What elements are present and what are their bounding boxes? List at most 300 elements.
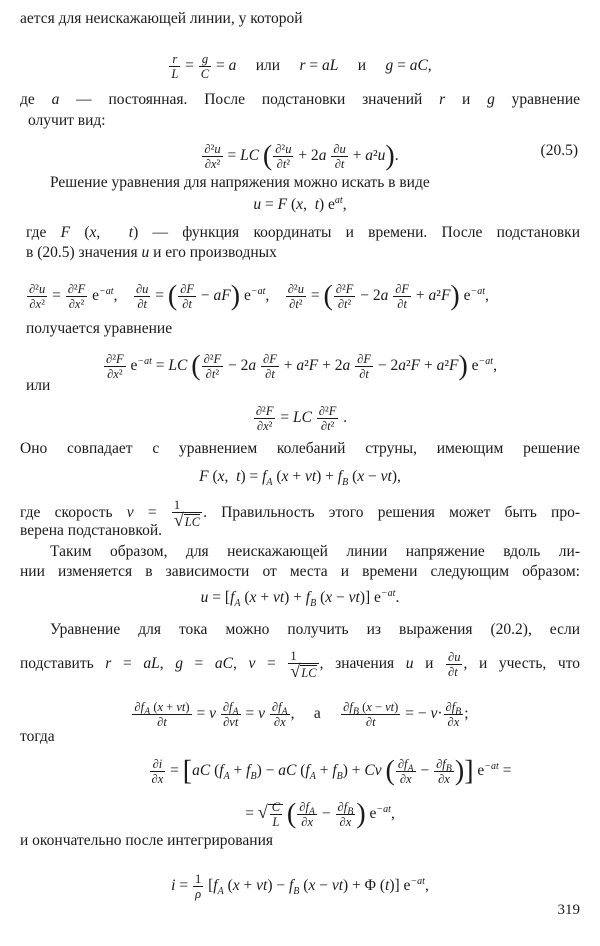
- math-symbol: F: [440, 287, 451, 305]
- math-symbol: t: [344, 297, 348, 311]
- numerator: [396, 757, 416, 775]
- text: (: [287, 196, 297, 213]
- denominator: [202, 157, 222, 171]
- text: (: [296, 762, 306, 780]
- text: =: [133, 504, 171, 522]
- equation-solution-form: [0, 196, 600, 214]
- text: ∂: [445, 700, 452, 714]
- math-symbol: f: [451, 700, 456, 714]
- text: =: [498, 762, 512, 780]
- math-symbol: f: [230, 589, 235, 606]
- text: ∂: [334, 157, 341, 171]
- math-symbol: u: [142, 282, 149, 296]
- math-symbol: a: [365, 147, 373, 165]
- math-symbol: A: [266, 477, 273, 489]
- math-symbol: B: [347, 806, 354, 818]
- numerator: [334, 282, 356, 297]
- superscript: [410, 876, 425, 887]
- text: ∂: [320, 419, 328, 433]
- math-symbol: x: [453, 715, 460, 729]
- numerator: [331, 142, 347, 157]
- text: +: [279, 357, 297, 375]
- fraction: [254, 404, 276, 433]
- text: ,: [113, 287, 133, 305]
- text: подставить: [20, 655, 106, 673]
- text: ²: [268, 419, 273, 433]
- text-line: [50, 621, 580, 639]
- math-symbol: a: [436, 357, 445, 375]
- fraction: [132, 700, 191, 729]
- text: ∂: [399, 772, 407, 786]
- text: =: [192, 705, 210, 723]
- text: ,: [485, 287, 489, 305]
- math-symbol: a: [296, 357, 305, 375]
- text: ∂: [265, 367, 272, 381]
- math-symbol: B: [310, 598, 317, 610]
- numerator: [202, 352, 224, 367]
- fraction: [334, 282, 356, 311]
- numerator: [393, 282, 411, 297]
- denominator: [446, 665, 462, 679]
- denominator: [169, 67, 180, 81]
- math-symbol: −at: [137, 355, 152, 367]
- text: ∂: [448, 665, 455, 679]
- math-symbol: t: [295, 297, 299, 311]
- text: ∂: [436, 757, 443, 771]
- math-symbol: g: [201, 52, 209, 66]
- math-symbol: t: [188, 297, 192, 311]
- math-symbol: x: [296, 196, 304, 213]
- numerator: [270, 700, 290, 718]
- text: ∂: [29, 297, 36, 311]
- text: +: [163, 700, 177, 714]
- text: ∂²: [204, 142, 215, 156]
- numerator: [150, 757, 166, 772]
- text: e: [126, 357, 138, 375]
- math-symbol: F: [410, 357, 421, 375]
- text: ²: [216, 157, 221, 171]
- numerator: [199, 52, 211, 67]
- numerator: [221, 700, 241, 718]
- math-symbol: f: [278, 700, 282, 714]
- math-symbol: −at: [470, 285, 486, 297]
- math-symbol: B: [455, 706, 462, 718]
- math-symbol: u: [377, 147, 386, 165]
- denominator: [273, 157, 293, 171]
- math-symbol: x: [89, 224, 97, 241]
- math-symbol: a: [398, 357, 406, 375]
- numerator: [132, 700, 191, 718]
- math-symbol: f: [442, 757, 446, 771]
- text: ∂²: [106, 352, 116, 366]
- text: ²: [80, 297, 85, 311]
- math-symbol: x: [113, 367, 119, 381]
- numerator: [178, 282, 196, 297]
- math-symbol: u: [253, 196, 262, 213]
- fraction: [150, 757, 166, 786]
- text: ∂: [256, 419, 264, 433]
- math-symbol: u: [297, 282, 304, 296]
- text: (: [358, 700, 367, 714]
- math-symbol: A: [309, 771, 316, 783]
- text: −: [364, 468, 381, 485]
- math-symbol: F: [265, 404, 274, 418]
- text: или: [236, 57, 300, 75]
- text: ∂: [359, 367, 366, 381]
- math-symbol: F: [308, 357, 319, 375]
- text: олучит вид:: [28, 112, 106, 129]
- text: =: [111, 655, 144, 673]
- numerator: [297, 800, 317, 818]
- text: ∂: [273, 715, 281, 729]
- text: получается уравнение: [26, 320, 173, 337]
- math-symbol: F: [363, 352, 371, 366]
- text: + 2: [318, 357, 343, 375]
- math-symbol: x: [406, 772, 412, 786]
- math-symbol: u: [339, 142, 346, 156]
- math-symbol: x: [366, 700, 372, 714]
- math-symbol: vt: [385, 700, 395, 714]
- math-symbol: x: [217, 468, 225, 485]
- text: − 2: [373, 357, 399, 375]
- equation-current-derivative: [0, 757, 600, 786]
- bracket: ): [230, 280, 241, 312]
- math-symbol: aL: [322, 57, 339, 75]
- text: .: [394, 147, 399, 165]
- math-symbol: −at: [410, 875, 425, 887]
- superscript: [381, 588, 396, 599]
- denominator: [317, 419, 339, 433]
- math-symbol: i: [171, 877, 176, 895]
- math-symbol: −at: [250, 285, 266, 297]
- denominator: [193, 887, 203, 901]
- text: e: [365, 805, 377, 823]
- text: ) −: [267, 877, 289, 895]
- text: [312, 409, 316, 426]
- math-symbol: a: [51, 91, 60, 108]
- numerator: [355, 352, 373, 367]
- text: [326, 147, 330, 164]
- text: ) +: [316, 468, 338, 485]
- bracket: [: [182, 755, 193, 787]
- square-root: [290, 661, 317, 681]
- math-symbol: C: [200, 67, 210, 81]
- math-symbol: t: [282, 157, 287, 171]
- math-symbol: f: [349, 700, 353, 714]
- math-symbol: t: [236, 468, 241, 485]
- text: e: [473, 762, 485, 780]
- math-symbol: g: [487, 91, 495, 108]
- math-symbol: x: [157, 772, 164, 786]
- text: =: [181, 57, 198, 75]
- text: ∂: [365, 715, 373, 729]
- math-symbol: t: [163, 715, 167, 729]
- text: ∂: [299, 800, 306, 814]
- fraction: [134, 282, 150, 311]
- math-symbol: ρ: [195, 887, 202, 901]
- text-line: [20, 522, 580, 540]
- math-symbol: F: [269, 352, 277, 366]
- text-line: [26, 377, 586, 395]
- math-symbol: LC: [301, 666, 317, 680]
- text: , значения: [319, 655, 406, 673]
- math-symbol: x: [444, 772, 450, 786]
- text: (: [348, 468, 358, 485]
- bracket: (: [286, 798, 297, 830]
- text: =: [223, 147, 241, 165]
- text: +: [348, 147, 366, 165]
- text: =: [393, 57, 410, 75]
- text: [350, 357, 354, 374]
- math-symbol: F: [448, 357, 459, 375]
- math-symbol: f: [337, 468, 343, 485]
- text: .: [339, 409, 348, 427]
- text: ²: [118, 367, 123, 381]
- bracket: ): [458, 350, 468, 382]
- math-symbol: a: [342, 357, 351, 375]
- text: ∂²: [335, 282, 346, 296]
- text: ) −: [256, 762, 279, 780]
- math-symbol: u: [454, 650, 461, 664]
- radicand: [300, 665, 316, 680]
- numerator: [444, 700, 464, 718]
- math-symbol: aC: [278, 762, 297, 780]
- superscript: [471, 286, 486, 297]
- text: [216, 705, 220, 722]
- text: (: [316, 589, 326, 606]
- bracket: (: [385, 755, 395, 787]
- math-symbol: g: [175, 655, 183, 673]
- text: ∂: [107, 367, 114, 381]
- text-line: [20, 649, 580, 680]
- math-symbol: aF: [213, 287, 231, 305]
- text-line: [50, 174, 580, 192]
- text: ,: [265, 287, 285, 305]
- superscript: [479, 356, 494, 367]
- text: ): [185, 700, 190, 714]
- radical-sign: √: [173, 510, 184, 530]
- math-symbol: A: [407, 763, 414, 775]
- math-symbol: a: [380, 287, 389, 305]
- fraction: [396, 757, 416, 786]
- text: ∂²: [29, 282, 39, 296]
- text: и: [445, 91, 488, 108]
- math-symbol: vt: [348, 589, 360, 606]
- fraction: [393, 282, 411, 311]
- math-symbol: vt: [176, 700, 186, 714]
- text: ) e: [319, 196, 335, 213]
- text-line: [28, 112, 588, 130]
- math-symbol: vt: [272, 589, 285, 606]
- text: +: [256, 589, 273, 606]
- math-symbol: f: [140, 700, 145, 714]
- math-symbol: LC: [240, 147, 260, 165]
- equation-ratio: [0, 52, 600, 81]
- math-symbol: t: [211, 367, 216, 381]
- math-symbol: vt: [229, 715, 239, 729]
- math-symbol: v: [430, 705, 438, 723]
- math-symbol: F: [277, 196, 288, 213]
- text: ∂: [333, 142, 340, 156]
- text: ²: [373, 147, 378, 165]
- text: ∂: [180, 282, 187, 296]
- text: ²: [347, 297, 352, 311]
- denominator: [270, 815, 282, 829]
- math-symbol: g: [385, 57, 394, 75]
- math-symbol: a: [318, 147, 327, 165]
- text: e: [459, 287, 471, 305]
- radical-sign: √: [257, 802, 268, 823]
- text: и окончательно после интегрирования: [20, 832, 274, 849]
- math-symbol: C: [271, 800, 281, 814]
- math-symbol: f: [288, 877, 294, 895]
- text: , и учесть, что: [463, 655, 581, 673]
- math-symbol: r: [105, 655, 112, 673]
- text: ,: [233, 655, 249, 673]
- equation-partial-derivatives: [0, 700, 600, 729]
- math-symbol: x: [308, 877, 316, 895]
- text: ∂: [68, 297, 75, 311]
- denominator: [150, 772, 166, 786]
- text: ∂: [205, 367, 212, 381]
- math-symbol: −at: [376, 803, 391, 815]
- math-symbol: t: [365, 367, 369, 381]
- fraction: [221, 700, 241, 729]
- fraction: [178, 282, 196, 311]
- math-symbol: t: [327, 419, 331, 433]
- math-symbol: v: [126, 504, 134, 522]
- text: ∂: [447, 715, 454, 729]
- text: ∂: [337, 297, 345, 311]
- text: e: [88, 287, 100, 305]
- superscript: [99, 286, 114, 297]
- text-line: [20, 728, 580, 746]
- equation-wave-solution: [0, 468, 600, 489]
- text: =: [306, 287, 324, 305]
- text: .: [395, 589, 400, 606]
- fraction: [27, 282, 47, 311]
- numerator: [446, 650, 462, 665]
- math-symbol: at: [334, 194, 343, 206]
- math-symbol: B: [342, 477, 349, 489]
- text: −: [318, 805, 335, 823]
- text-line: [26, 320, 586, 338]
- text: Решение уравнения для напряжения можно искать в виде: [50, 174, 430, 191]
- math-symbol: x: [232, 877, 240, 895]
- math-symbol: A: [223, 771, 230, 783]
- bracket: ): [450, 280, 460, 312]
- math-symbol: A: [308, 806, 316, 818]
- numerator: [134, 282, 150, 297]
- text: −: [332, 589, 349, 606]
- text: , а: [290, 705, 341, 723]
- math-symbol: u: [214, 142, 221, 156]
- text-line: [20, 440, 580, 458]
- math-symbol: x: [249, 589, 257, 606]
- math-symbol: vt: [256, 877, 268, 895]
- math-symbol: x: [35, 297, 42, 311]
- numerator: [270, 800, 282, 815]
- text: ,: [96, 224, 129, 241]
- text: =: [151, 287, 168, 305]
- math-symbol: A: [217, 886, 224, 898]
- text: ∂: [135, 282, 143, 296]
- text: +: [229, 762, 247, 780]
- text: (: [210, 762, 220, 780]
- denominator: [288, 661, 318, 681]
- text: = −: [401, 705, 431, 723]
- text: ∂²: [67, 282, 78, 296]
- math-symbol: LC: [184, 515, 201, 529]
- text: [388, 287, 392, 304]
- text: +: [239, 877, 257, 895]
- text-line: [20, 10, 580, 28]
- text: ается для неискажающей линии, у которой: [20, 10, 303, 27]
- math-symbol: f: [332, 762, 337, 780]
- math-symbol: aC: [192, 762, 211, 780]
- text: ∂: [152, 757, 159, 771]
- text: ·: [437, 705, 443, 723]
- text: и: [413, 655, 446, 673]
- math-symbol: f: [404, 757, 408, 771]
- text: Таким образом, для неискажающей линии напряжение вдоль ли-: [50, 543, 580, 560]
- numerator: [273, 142, 293, 157]
- equation-current-derivative-cont: [0, 800, 600, 829]
- text-line: [26, 224, 580, 242]
- text: (: [223, 877, 233, 895]
- math-symbol: A: [234, 598, 241, 610]
- text: ∂: [343, 700, 350, 714]
- text: ∂: [337, 800, 344, 814]
- text: ,: [159, 655, 176, 673]
- equation-voltage: [0, 587, 600, 610]
- denominator: [134, 297, 150, 311]
- math-symbol: x: [157, 700, 164, 714]
- text: +: [420, 357, 437, 375]
- math-symbol: L: [171, 67, 179, 81]
- equation-wave: [0, 404, 600, 433]
- text: +: [412, 287, 429, 305]
- text: где: [26, 224, 61, 241]
- text: ) +: [284, 589, 306, 606]
- text: ∂²: [203, 352, 214, 366]
- superscript: [251, 286, 266, 297]
- text: ,: [424, 877, 429, 895]
- numerator: [261, 352, 279, 367]
- math-symbol: f: [219, 762, 224, 780]
- math-symbol: F: [345, 282, 354, 296]
- text: ∂: [263, 352, 270, 366]
- text: )] e: [389, 877, 411, 895]
- text: =: [276, 409, 293, 427]
- text: уравнение: [494, 91, 580, 108]
- numerator: [202, 142, 222, 157]
- fraction: [273, 142, 293, 171]
- fraction: [66, 282, 88, 311]
- text: (: [150, 700, 158, 714]
- text: +: [288, 468, 305, 485]
- denominator: [286, 297, 306, 311]
- equation-label: (20.5): [540, 142, 578, 159]
- math-symbol: A: [232, 706, 239, 718]
- numerator: [317, 404, 339, 419]
- math-symbol: −at: [484, 760, 499, 772]
- text: (: [208, 468, 218, 485]
- math-symbol: x: [281, 468, 289, 485]
- math-symbol: aL: [143, 655, 160, 673]
- math-symbol: −at: [99, 285, 114, 297]
- math-symbol: i: [158, 757, 163, 771]
